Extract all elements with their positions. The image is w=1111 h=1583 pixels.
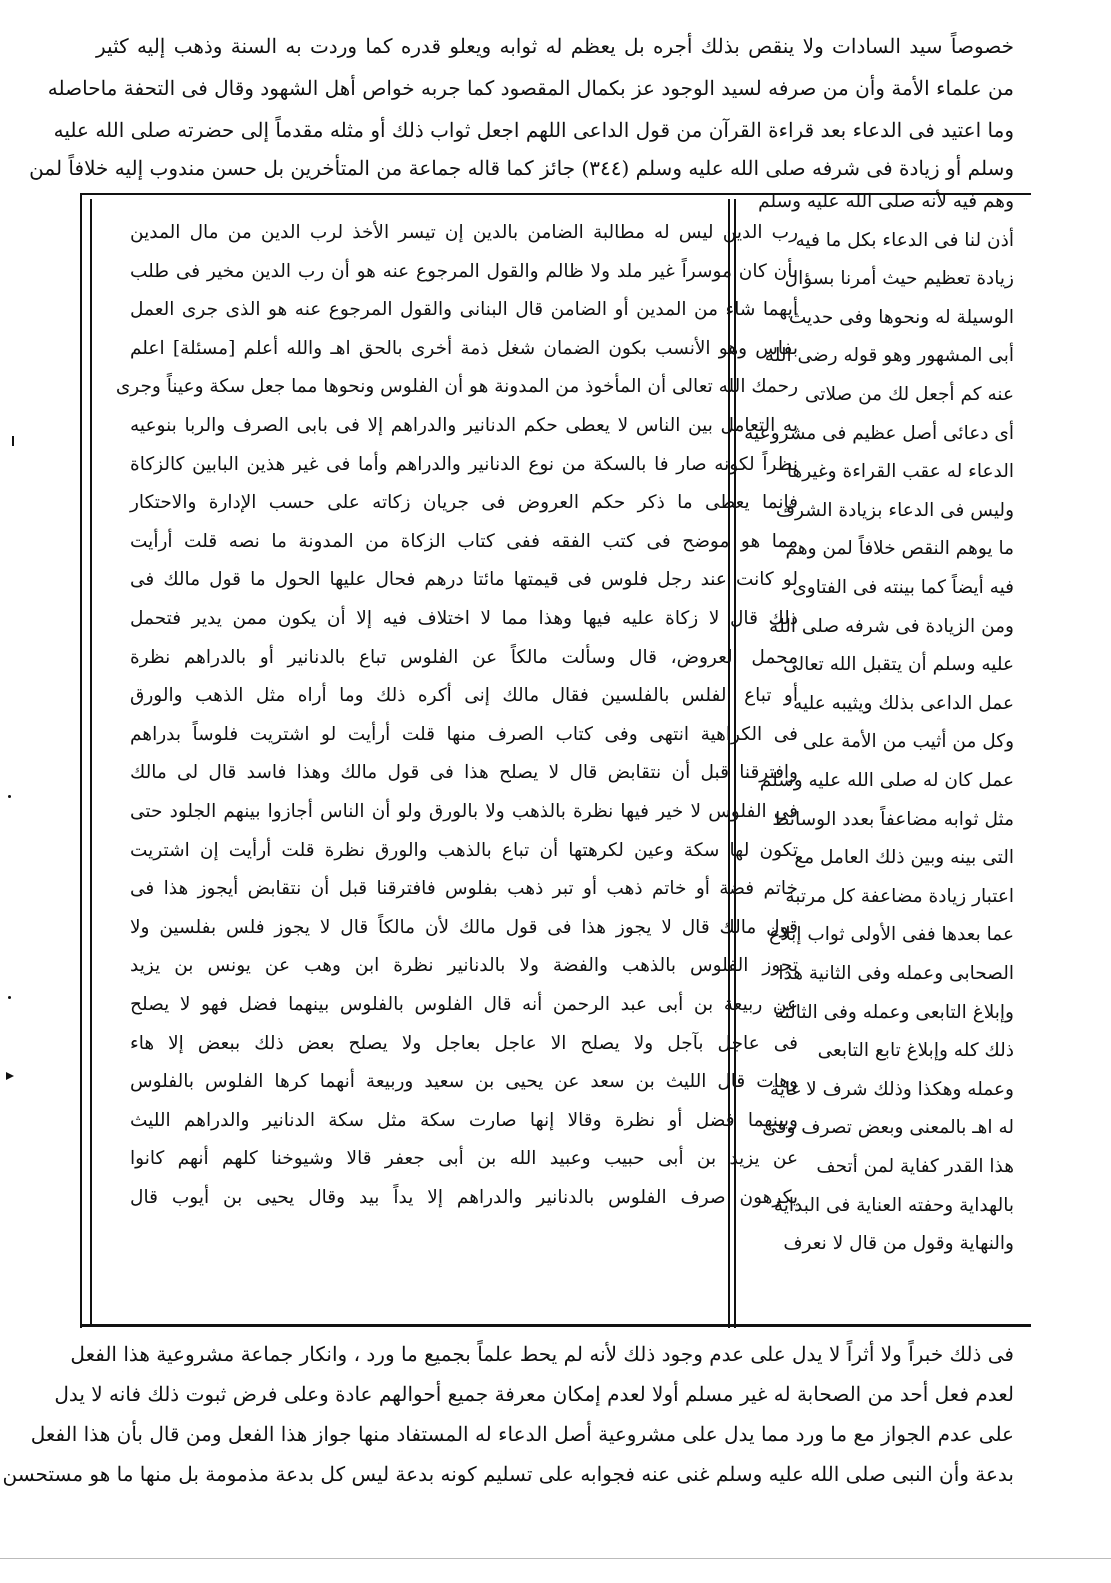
top-line: وما اعتيد فى الدعاء بعد قراءة القرآن من قول الداعى اللهم اجعل ثواب ذلك أو مثله مقدماً إلى حضرته صلى الله عليه (53, 118, 1014, 142)
bottom-line: فى ذلك خبراً ولا أثراً لا يدل على عدم وجود ذلك لأنه لم يحط علماً بجميع ما ورد ، وانكار جماعة مشروعية هذا الفعل (70, 1342, 1014, 1366)
top-line: وسلم أو زيادة فى شرفه صلى الله عليه وسلم (٣٤٤) جائز كما قاله جماعة من المتأخرين بل حسن مندوب إليه خلافاً لمن (29, 156, 1014, 180)
top-line: من علماء الأمة وأن من صرفه لسيد الوجود عز بكمال المقصود كما جربه خواص أهل الشهود وقال فى التحفة ماحاصله (47, 76, 1014, 100)
main-line: رب الدين ليس له مطالبة الضامن بالدين إن تيسر الأخذ لرب الدين من مال المدين (130, 222, 798, 243)
scan-edge-line (0, 1558, 1111, 1559)
side-line: أى دعائى أصل عظيم فى مشروعية (744, 422, 1014, 444)
side-line: عمل كان له صلى الله عليه وسلم (759, 770, 1014, 791)
frame-left-inner-rule (90, 199, 92, 1324)
top-line: خصوصاً سيد السادات ولا ينقص بذلك أجره بل يعظم له ثوابه ويعلو قدره كما وردت به السنة وذهب إليه كثير (96, 34, 1014, 58)
main-line: أو تباع الفلس بالفلسين فقال مالك إنى أكره ذلك وما أراه مثل الذهب والورق (130, 685, 798, 707)
main-line: وهات قال الليث بن سعد عن يحيى بن سعيد وربيعة أنهما كرها الفلوس بالفلوس (130, 1071, 798, 1093)
main-line: به التعامل بين الناس لا يعطى حكم الدنانير والدراهم إلا فى بابى الصرف والربا بنوعيه (130, 415, 798, 436)
side-line: أذن لنا فى الدعاء بكل ما فيه (795, 229, 1014, 251)
scan-mark (8, 996, 11, 999)
main-line: وبينهما فضل أو نظرة وقالا إنها صارت سكة مثل سكة الدنانير والدراهم الليث (130, 1109, 798, 1131)
side-line: وإبلاغ التابعى وعمله وفى الثالثة (774, 1001, 1014, 1023)
side-line: زيادة تعظيم حيث أمرنا بسؤال (784, 268, 1014, 290)
main-line: نظراً لكونه صار فا بالسكة من نوع الدنانير والدراهم وأما فى غير هذين البابين كالزكاة (130, 453, 798, 475)
main-line: رحمك الله تعالى أن المأخوذ من المدونة هو أن الفلوس ونحوها مما جعل سكة وعيناً وجرى (115, 376, 798, 398)
frame-left-rule (80, 193, 82, 1328)
scan-mark (12, 436, 14, 446)
side-line: ومن الزيادة فى شرفه صلى الله (769, 615, 1014, 637)
side-line: عليه وسلم أن يتقبل الله تعالى (783, 654, 1014, 676)
side-line: التى بينه وبين ذلك العامل مع (794, 847, 1014, 869)
main-line: فى الكراهية انتهى وفى كتاب الصرف منها قلت أرأيت لو اشتريت فلوساً بدراهم (130, 723, 798, 745)
main-line: تكون لها سكة وعين لكرهتها أن تباع بالذهب والورق نظرة قلت أرأيت إن اشتريت (130, 839, 798, 861)
main-line: بأن كان موسراً غير ملد ولا ظالم والقول المرجوع عنه هو أن رب الدين مخير فى طلب (130, 260, 798, 282)
main-line: ذلك قال لا زكاة عليه فيها وهذا مما لا اختلاف فيه إلا أن يكون ممن يدير فتحمل (130, 608, 798, 629)
main-line: لو كانت عند رجل فلوس فى قيمتها مائتا درهم فحال عليها الحول ما قول مالك فى (130, 569, 798, 591)
side-line: مثل ثوابه مضاعفاً بعدد الوسائط (772, 808, 1014, 830)
side-line: هذا القدر كفاية لمن أتحف (816, 1156, 1014, 1177)
bottom-line: لعدم فعل أحد من الصحابة له غير مسلم أولا لعدم إمكان معرفة جميع أحوالهم عادة وعلى فرض ثبوت ذلك فانه لا يدل (54, 1382, 1014, 1406)
main-line: يكرهون صرف الفلوس بالدنانير والدراهم إلا يداً بيد وقال يحيى بن أيوب قال (130, 1187, 798, 1208)
main-line: عن يزيد بن أبى حبيب وعبيد الله بن أبى جعفر قالا وشيوخنا كلهم أنهم كانوا (130, 1148, 798, 1170)
side-line: ما يوهم النقص خلافاً لمن وهم (785, 538, 1014, 560)
main-line: محمل العروض، قال وسألت مالكاً عن الفلوس تباع بالدنانير أو بالدراهم نظرة (130, 646, 798, 668)
main-line: أيهما شاء من المدين أو الضامن قال البنانى والقول المرجوع عنه هو الذى جرى العمل (130, 299, 798, 321)
main-line: مما هو موضح فى كتب الفقه ففى كتاب الزكاة من المدونة ما نصه قلت أرأيت (130, 530, 798, 552)
side-line: وعمله وهكذا وذلك شرف لا غاية (769, 1078, 1014, 1100)
scan-arrow-mark (6, 1072, 14, 1080)
side-line: عمل الداعى بذلك ويثيبه عليه (793, 692, 1014, 714)
side-line: فيه أيضاً كما بينته فى الفتاوى (792, 577, 1014, 598)
side-line: له اهـ بالمعنى وبعض تصرف وفى (762, 1117, 1014, 1139)
main-line: فى عاجل بآجل ولا يصلح الا عاجل بعاجل ولا يصلح بعض ذلك ببعض إلا هاء (130, 1032, 798, 1054)
main-line: عن ربيعة بن أبى عبد الرحمن أنه قال الفلوس بالفلوس بينهما فضل فهو لا يصلح (130, 994, 798, 1015)
main-line: خاتم فضة أو خاتم ذهب أو تبر ذهب بفلوس فافترقنا قبل أن نتقابض أيجوز هذا فى (130, 878, 798, 900)
main-line: تجوز الفلوس بالذهب والفضة ولا بالدنانير نظرة ابن وهب عن يونس بن يزيد (130, 955, 798, 977)
side-line: بالهداية وحفته العناية فى البداية (773, 1194, 1014, 1216)
main-line: فى الفلوس لا خير فيها نظرة بالذهب ولا بالورق ولو أن الناس أجازوا بينهم الجلود حتى (130, 801, 798, 822)
main-line: قول مالك قال لا يجوز هذا فى قول مالك لأن مالكاً قال لا يجوز فلس بفلسين ولا (130, 916, 798, 938)
main-line: بفاس وهو الأنسب بكون الضمان شغل ذمة أخرى بالحق اهـ والله أعلم [مسئلة] اعلم (130, 337, 798, 359)
side-line: عما بعدها ففى الأولى ثواب إبلاغ (769, 924, 1014, 946)
side-line: وليس فى الدعاء بزيادة الشرف (775, 499, 1014, 521)
side-line: عنه كم أجعل لك من صلاتى (804, 384, 1014, 405)
side-line: الصحابى وعمله وفى الثانية هذا (778, 963, 1014, 984)
bottom-line: على عدم الجواز مع ما ورد مما يدل على مشروعية أصل الدعاء له المستفاد منها جواز هذا الفعل ومن قال بأن هذا الفعل (30, 1422, 1014, 1446)
main-line: وافترقنا قبل أن نتقابض قال لا يصلح هذا فى قول مالك وهذا فاسد قال لى مالك (130, 762, 798, 784)
side-line: الدعاء له عقب القراءة وغيرها (786, 461, 1014, 483)
main-line: فإنما يعطى ما ذكر حكم العروض فى جريان زكاته على حسب الإدارة والاحتكار (130, 492, 798, 514)
side-line: الوسيلة له ونحوها وفى حديث (788, 306, 1014, 328)
side-line: وهم فيه لأنه صلى الله عليه وسلم (758, 191, 1014, 212)
side-line: ذلك كله وإبلاغ تابع التابعى (817, 1040, 1014, 1062)
bottom-line: بدعة وأن النبى صلى الله عليه وسلم غنى عنه فجوابه على تسليم كونه بدعة ليس كل بدعة مذمومة بل منها ما هو مستحسن (2, 1462, 1014, 1486)
side-line: اعتبار زيادة مضاعفة كل مرتبة (785, 885, 1014, 907)
side-line: أبى المشهور وهو قوله رضى الله (764, 345, 1014, 367)
side-line: وكل من أثيب من الأمة على (802, 731, 1014, 753)
frame-bottom-rule (80, 1324, 1031, 1327)
scan-mark (8, 795, 11, 798)
side-line: والنهاية وقول من قال لا نعرف (783, 1233, 1014, 1255)
